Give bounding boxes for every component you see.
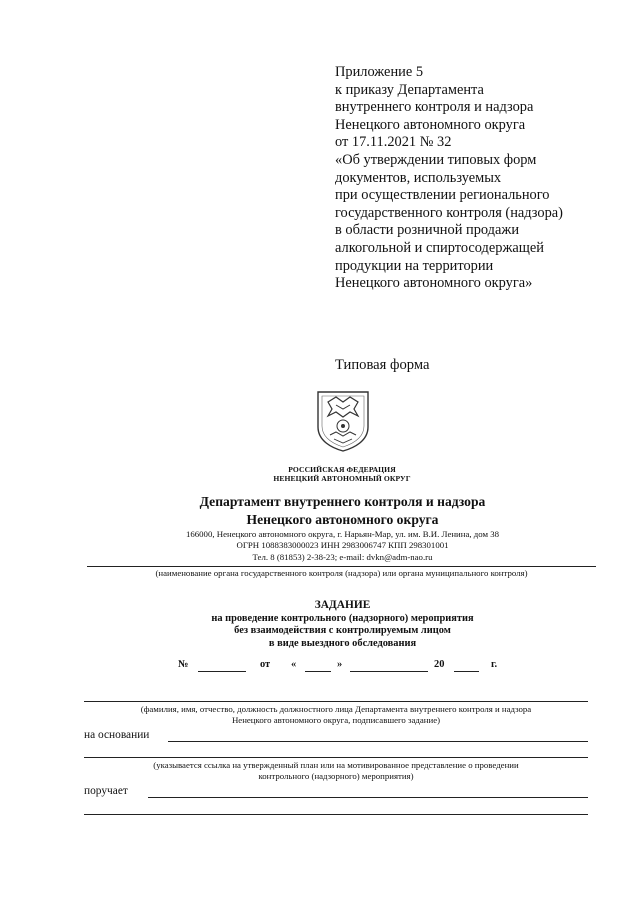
task-title: ЗАДАНИЕ bbox=[314, 599, 371, 611]
assigns-field[interactable] bbox=[148, 797, 588, 798]
official-note-line-2: Ненецкого автономного округа, подписавшего задание) bbox=[231, 715, 441, 726]
department-requisites bbox=[100, 529, 585, 563]
form-type-label: Типовая форма bbox=[335, 357, 430, 373]
header-divider bbox=[87, 566, 596, 567]
number-field[interactable] bbox=[198, 659, 246, 672]
assigns-field-continued[interactable] bbox=[84, 814, 588, 815]
assigns-label: поручает bbox=[84, 785, 128, 797]
day-field[interactable] bbox=[305, 659, 331, 672]
appendix-line: государственного контроля (надзора) bbox=[335, 204, 563, 221]
coat-of-arms-icon bbox=[314, 389, 372, 453]
appendix-line: Ненецкого автономного округа bbox=[335, 116, 526, 133]
quote-close: » bbox=[337, 659, 343, 670]
appendix-line: «Об утверждении типовых форм bbox=[335, 151, 537, 168]
appendix-line: в области розничной продажи bbox=[335, 222, 520, 239]
department-line-1: Департамент внутреннего контроля и надзора bbox=[199, 494, 486, 509]
number-label: № bbox=[178, 659, 189, 670]
official-note-line-1: (фамилия, имя, отчество, должность должностного лица Департамента внутреннего контроля и надзора bbox=[140, 704, 532, 714]
okrug-name: НЕНЕЦКИЙ АВТОНОМНЫЙ ОКРУГ bbox=[273, 474, 411, 483]
appendix-line: при осуществлении регионального bbox=[335, 187, 550, 204]
contacts-line: Тел. 8 (81853) 2-38-23; e-mail: dvkn@adm-nao.ru bbox=[252, 551, 433, 562]
appendix-line: алкогольной и спиртосодержащей bbox=[335, 239, 544, 256]
basis-field-continued[interactable] bbox=[84, 757, 588, 758]
appendix-line: к приказу Департамента bbox=[335, 81, 484, 98]
appendix-line: внутреннего контроля и надзора bbox=[335, 99, 534, 116]
task-line-1: на проведение контрольного (надзорного) мероприятия bbox=[211, 612, 474, 624]
basis-field[interactable] bbox=[168, 741, 588, 742]
task-line-2: без взаимодействия с контролируемым лицом bbox=[234, 625, 451, 636]
month-field[interactable] bbox=[350, 659, 428, 672]
official-note bbox=[84, 704, 588, 727]
basis-note-line-2: контрольного (надзорного) мероприятия) bbox=[258, 771, 414, 782]
appendix-line: документов, используемых bbox=[335, 169, 502, 186]
department-line-2: Ненецкого автономного округа bbox=[246, 512, 439, 527]
appendix-line: Ненецкого автономного округа» bbox=[335, 275, 533, 292]
department-title bbox=[100, 493, 585, 529]
appendix-block bbox=[335, 64, 635, 293]
basis-note-line-1: (указывается ссылка на утвержденный план или на мотивированное представление о проведении bbox=[153, 760, 519, 770]
org-note: (наименование органа государственного контроля (надзора) или органа муниципального контроля) bbox=[155, 568, 528, 578]
federation-name: РОССИЙСКАЯ ФЕДЕРАЦИЯ bbox=[288, 465, 396, 474]
official-name-field[interactable] bbox=[84, 701, 588, 702]
appendix-line: продукции на территории bbox=[335, 257, 494, 274]
ogrn-line: ОГРН 1088383000023 ИНН 2983006747 КПП 298301001 bbox=[236, 540, 449, 551]
federation-heading bbox=[200, 465, 484, 483]
year-prefix: 20 bbox=[434, 659, 445, 670]
year-field[interactable] bbox=[454, 659, 479, 672]
quote-open: « bbox=[291, 659, 297, 670]
address-line: 166000, Ненецкого автономного округа, г. Нарьян-Мар, ул. им. В.И. Ленина, дом 38 bbox=[185, 529, 500, 539]
date-from-label: от bbox=[260, 659, 271, 670]
year-suffix: г. bbox=[491, 659, 498, 670]
appendix-line: Приложение 5 bbox=[335, 64, 424, 80]
basis-label: на основании bbox=[84, 729, 150, 741]
appendix-line: от 17.11.2021 № 32 bbox=[335, 134, 452, 151]
task-heading bbox=[100, 599, 585, 650]
task-line-3: в виде выездного обследования bbox=[268, 637, 417, 649]
task-number-date-row bbox=[178, 659, 508, 673]
basis-note bbox=[84, 760, 588, 783]
